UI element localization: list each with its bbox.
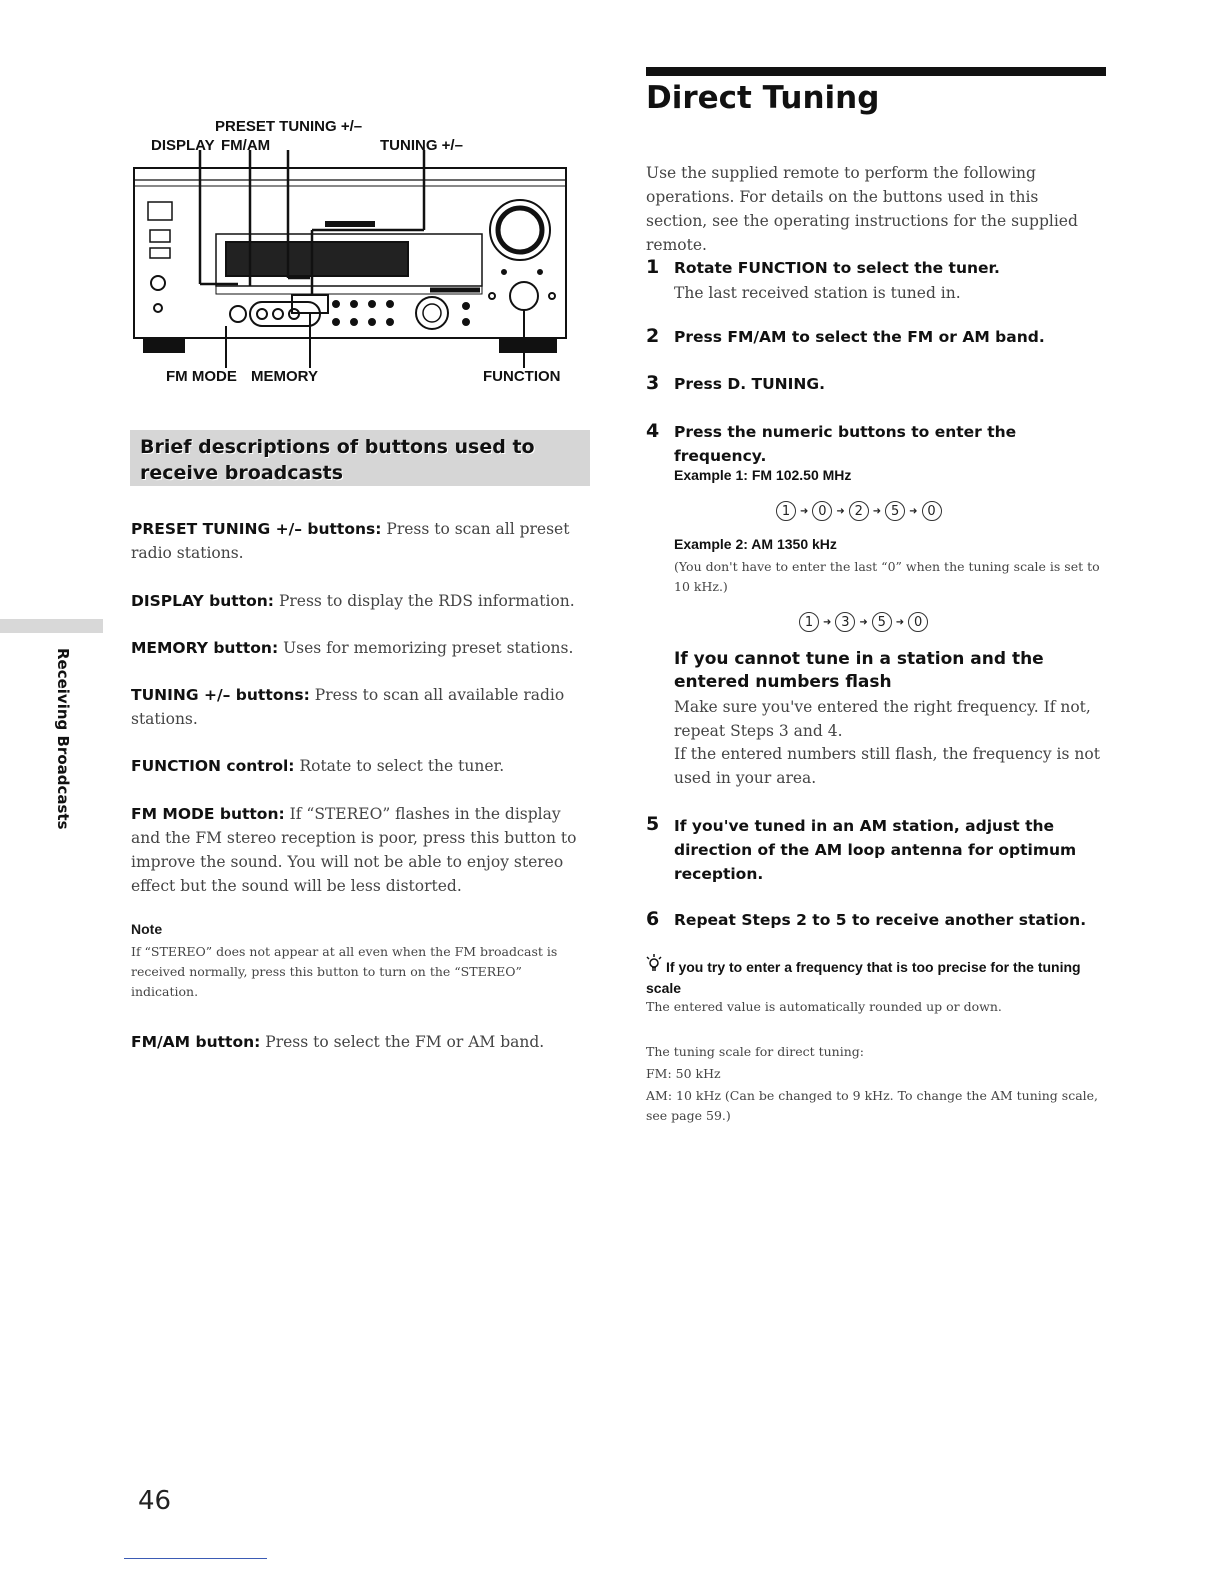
step-text: If you've tuned in an AM station, adjust the direction of the AM loop antenna for optimum reception. (674, 817, 1077, 883)
footer-line (124, 1558, 267, 1559)
step-text: Press the numeric buttons to enter the frequency. (674, 423, 1017, 465)
tip-heading: If you try to enter a frequency that is too precise for the tuning scale (646, 954, 1106, 999)
numeric-key: 1 (799, 612, 819, 632)
label-fm-mode: FM MODE (166, 368, 237, 385)
desc-fm-mode: FM MODE button: If “STEREO” flashes in the display and the FM stereo reception is poor, press this button to improve the sound. You will not be able to enjoy stereo effect but the sound will be less distorted. (131, 805, 577, 895)
desc-fm-am: FM/AM button: Press to select the FM or AM band. (131, 1033, 545, 1051)
numeric-key: 3 (835, 612, 855, 632)
page-number: 46 (138, 1486, 172, 1516)
section-banner-heading: Brief descriptions of buttons used to receive broadcasts (140, 436, 535, 484)
note-text: If “STEREO” does not appear at all even when the FM broadcast is received normally, press this button to turn on the “STEREO” indication. (131, 944, 558, 999)
step-text: Press D. TUNING. (674, 375, 825, 393)
example-1-key-sequence (776, 501, 942, 521)
step-text: Repeat Steps 2 to 5 to receive another station. (674, 911, 1087, 929)
step-number: 1 (646, 256, 660, 278)
tuning-scale-fm: FM: 50 kHz (646, 1066, 721, 1081)
numeric-key: 0 (922, 501, 942, 521)
arrow-icon: ➜ (895, 616, 905, 628)
desc-function: FUNCTION control: Rotate to select the tuner. (131, 757, 505, 775)
label-fm-am: FM/AM (221, 137, 271, 154)
tuning-scale-am: AM: 10 kHz (Can be changed to 9 kHz. To change the AM tuning scale, see page 59.) (646, 1088, 1099, 1123)
lightbulb-icon (646, 954, 666, 978)
desc-tuning: TUNING +/– buttons: Press to scan all available radio stations. (131, 686, 565, 728)
step-subtext: The last received station is tuned in. (674, 284, 961, 302)
troubleshoot-heading: If you cannot tune in a station and the entered numbers flash (674, 649, 1044, 692)
example-2-key-sequence (799, 612, 928, 632)
step-number: 5 (646, 813, 660, 835)
intro-paragraph: Use the supplied remote to perform the following operations. For details on the buttons used in this section, see the operating instructions for the supplied remote. (646, 164, 1078, 254)
numeric-key: 0 (812, 501, 832, 521)
numeric-key: 5 (872, 612, 892, 632)
arrow-icon: ➜ (800, 505, 809, 517)
arrow-icon: ➜ (859, 616, 868, 628)
step-number: 4 (646, 420, 660, 442)
arrow-icon: ➜ (909, 505, 918, 517)
receiver-illustration (120, 150, 580, 370)
step-number: 3 (646, 372, 660, 394)
label-function: FUNCTION (483, 368, 561, 385)
example-2-label: Example 2: AM 1350 kHz (674, 536, 837, 552)
arrow-icon: ➜ (872, 505, 882, 517)
troubleshoot-text-1: Make sure you've entered the right frequency. If not, repeat Steps 3 and 4. (674, 698, 1091, 740)
desc-memory: MEMORY button: Uses for memorizing preset stations. (131, 639, 574, 657)
side-tab-marker (0, 619, 103, 633)
numeric-key: 1 (776, 501, 796, 521)
numeric-key: 5 (885, 501, 905, 521)
desc-preset-tuning: PRESET TUNING +/– buttons: Press to scan all preset radio stations. (131, 520, 570, 562)
troubleshoot-text-2: If the entered numbers still flash, the frequency is not used in your area. (674, 745, 1100, 787)
label-preset-tuning: PRESET TUNING +/– (215, 118, 363, 135)
step-text: Rotate FUNCTION to select the tuner. (674, 259, 1000, 277)
numeric-key: 2 (849, 501, 869, 521)
side-tab: Receiving Broadcasts (54, 648, 72, 830)
step-text: Press FM/AM to select the FM or AM band. (674, 328, 1045, 346)
tip-text: The entered value is automatically rounded up or down. (646, 999, 1002, 1014)
step-number: 6 (646, 908, 660, 930)
page-title: Direct Tuning (646, 80, 880, 116)
arrow-icon: ➜ (823, 616, 832, 628)
label-display: DISPLAY (151, 137, 215, 154)
desc-display: DISPLAY button: Press to display the RDS information. (131, 592, 575, 610)
numeric-key: 0 (908, 612, 928, 632)
arrow-icon: ➜ (836, 505, 845, 517)
example-1-label: Example 1: FM 102.50 MHz (674, 467, 852, 483)
example-2-note: (You don't have to enter the last “0” when the tuning scale is set to 10 kHz.) (674, 559, 1100, 594)
label-memory: MEMORY (251, 368, 318, 385)
step-number: 2 (646, 325, 660, 347)
tuning-scale-intro: The tuning scale for direct tuning: (646, 1044, 864, 1059)
note-heading: Note (131, 921, 163, 937)
title-rule (646, 67, 1106, 76)
label-tuning: TUNING +/– (380, 137, 463, 154)
